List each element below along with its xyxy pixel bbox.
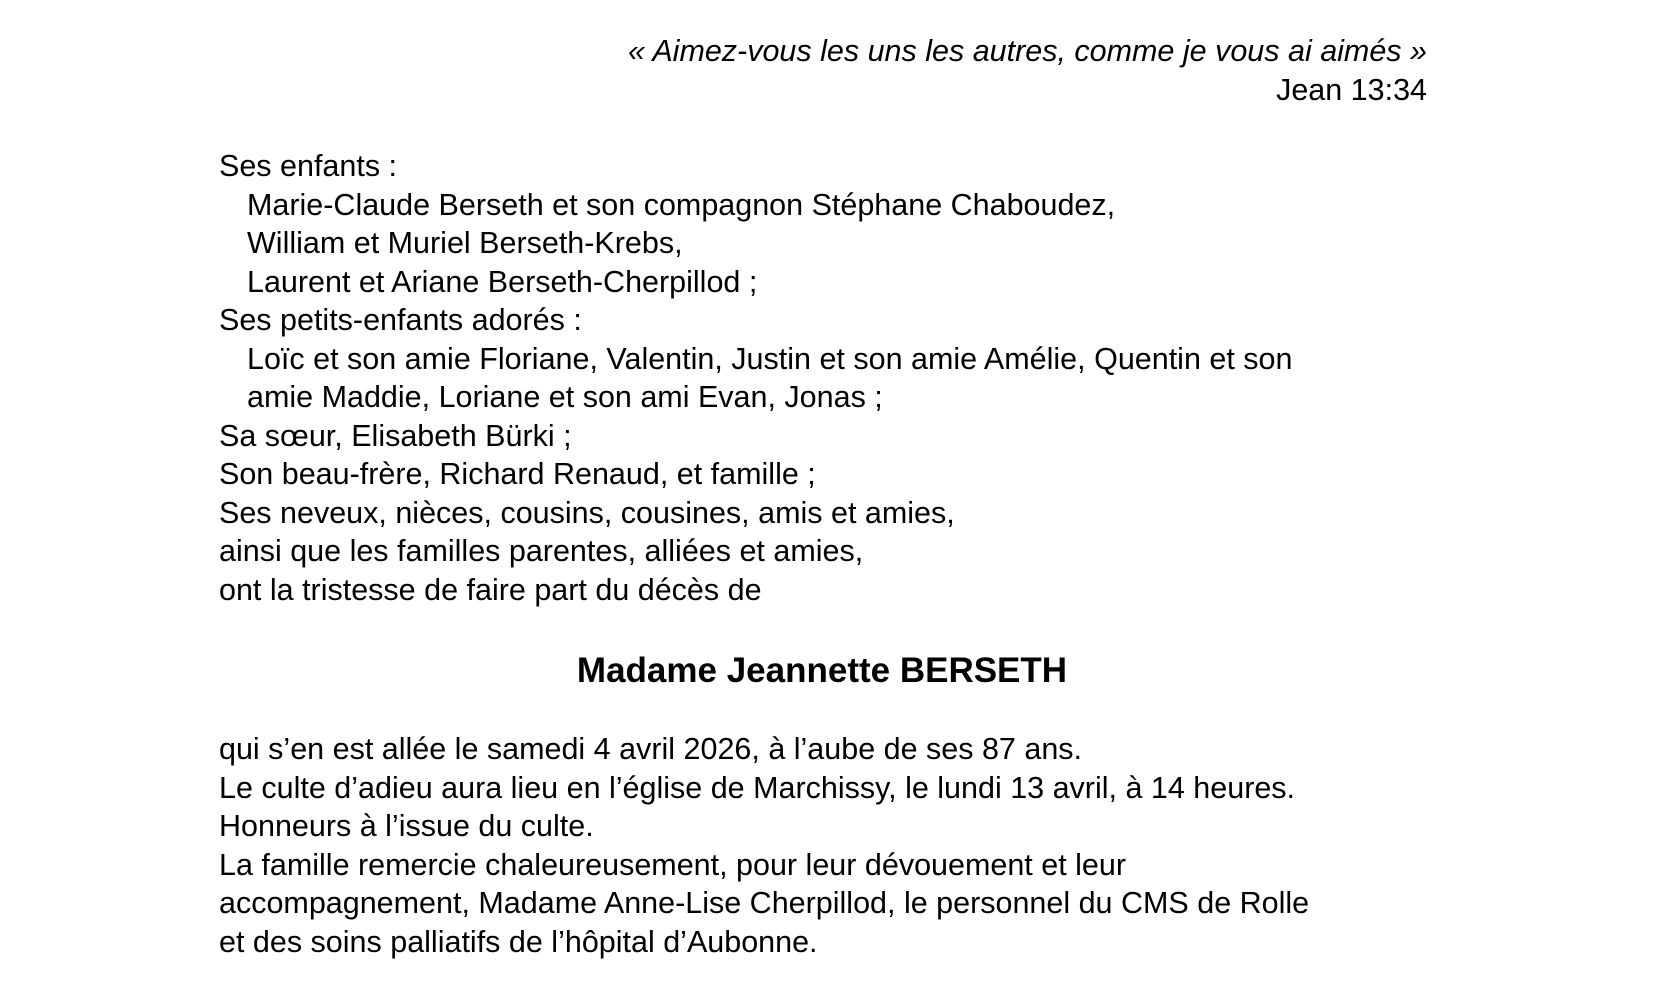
epigraph	[628, 32, 1427, 109]
children-heading: Ses enfants :	[219, 149, 398, 183]
grandchildren-line: amie Maddie, Loriane et son ami Evan, Jonas ;	[247, 380, 883, 414]
grandchildren-heading: Ses petits-enfants adorés :	[219, 303, 582, 337]
announcement-line: ont la tristesse de faire part du décès de	[219, 572, 762, 607]
child-line: William et Muriel Berseth-Krebs,	[247, 226, 683, 260]
epigraph-quote: « Aimez-vous les uns les autres, comme je vous ai aimés »	[628, 34, 1427, 68]
details-line: et des soins palliatifs de l’hôpital d’Aubonne.	[219, 924, 818, 959]
epigraph-reference: Jean 13:34	[1276, 72, 1427, 107]
family-list	[219, 147, 1292, 609]
details-line: qui s’en est allée le samedi 4 avril 2026, à l’aube de ses 87 ans.	[219, 732, 1083, 766]
details-line: Le culte d’adieu aura lieu en l’église de Marchissy, le lundi 13 avril, à 14 heures.	[219, 770, 1296, 805]
details-line: accompagnement, Madame Anne-Lise Cherpillod, le personnel du CMS de Rolle	[219, 886, 1310, 920]
details-line: Honneurs à l’issue du culte.	[219, 809, 594, 843]
details-line: La famille remercie chaleureusement, pour leur dévouement et leur	[219, 847, 1127, 882]
families-line: ainsi que les familles parentes, alliées et amies,	[219, 534, 864, 568]
sister-line: Sa sœur, Elisabeth Bürki ;	[219, 418, 572, 453]
brother-in-law-line: Son beau-frère, Richard Renaud, et famille ;	[219, 457, 816, 491]
child-line: Marie-Claude Berseth et son compagnon Stéphane Chaboudez,	[247, 187, 1116, 222]
details-block	[219, 730, 1309, 961]
child-line: Laurent et Ariane Berseth-Cherpillod ;	[247, 264, 758, 299]
relatives-line: Ses neveux, nièces, cousins, cousines, amis et amies,	[219, 495, 955, 530]
grandchildren-line: Loïc et son amie Floriane, Valentin, Justin et son amie Amélie, Quentin et son	[247, 341, 1293, 376]
deceased-name: Madame Jeannette BERSETH	[576, 651, 1068, 690]
